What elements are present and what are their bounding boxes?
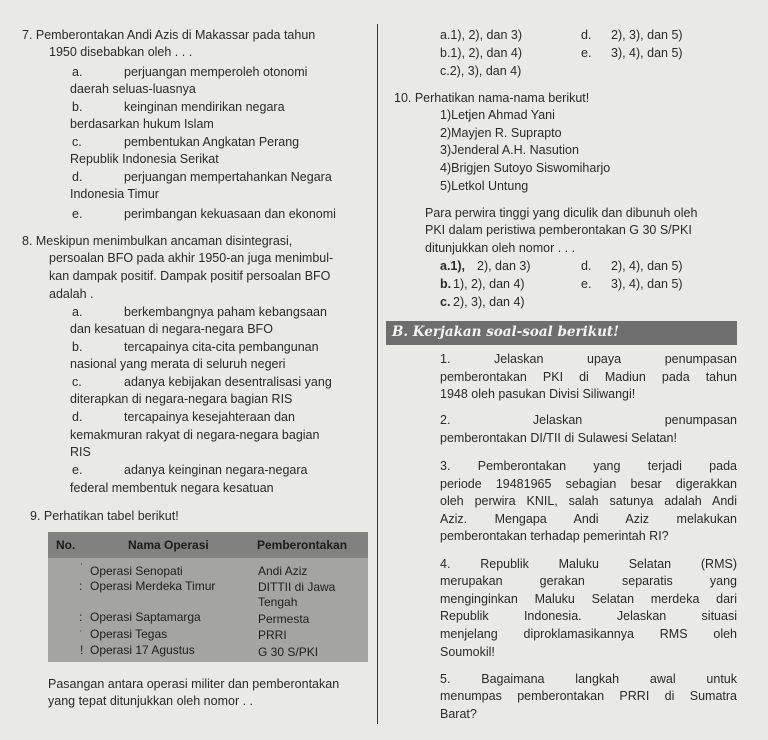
q8-option-d-text-3: RIS bbox=[70, 445, 91, 459]
essay-2-line-2: pemberontakan DI/TII di Sulawesi Selatan! bbox=[440, 431, 677, 445]
row-operation: Operasi Tegas bbox=[90, 627, 168, 641]
q9-option-e-key: e. bbox=[581, 46, 592, 60]
q7-option-d-key: d. bbox=[72, 170, 83, 184]
q9-option-d: 2), 3), dan 5) bbox=[611, 28, 683, 42]
q8-option-a-text-2: dan kesatuan di negara-negara BFO bbox=[70, 322, 273, 336]
q10-name-5: 5)Letkol Untung bbox=[440, 179, 529, 193]
table-header bbox=[48, 532, 368, 558]
row-rebellion: PRRI bbox=[258, 628, 287, 642]
q8-option-c-text-2: diterapkan di negara-negara bagian RIS bbox=[70, 392, 293, 406]
essay-2-line-1: 2. Jelaskan penumpasan bbox=[440, 413, 737, 427]
q7-option-a-key: a. bbox=[72, 65, 83, 79]
header-operation: Nama Operasi bbox=[128, 538, 209, 552]
row-rebellion-2: Tengah bbox=[258, 595, 298, 609]
q7-option-b-text: keinginan mendirikan negara bbox=[124, 100, 285, 114]
row-operation: Operasi Senopati bbox=[90, 564, 183, 578]
section-b-title: B. Kerjakan soal-soal berikut! bbox=[392, 324, 620, 340]
row-rebellion: DITTII di Jawa bbox=[258, 580, 336, 594]
q7-line-2: 1950 disebabkan oleh . . . bbox=[49, 45, 193, 59]
q10-line-1: 10. Perhatikan nama-nama berikut! bbox=[394, 91, 590, 105]
q7-option-a-text-2: daerah seluas-luasnya bbox=[70, 82, 196, 96]
q10-name-3: 3)Jenderal A.H. Nasution bbox=[440, 143, 579, 157]
essay-4-line-1: 4. Republik Maluku Selatan (RMS) bbox=[440, 557, 737, 571]
q8-option-e-text: adanya keinginan negara-negara bbox=[124, 463, 308, 477]
essay-3-line-3: oleh perwira KNIL, salah satunya adalah Andi bbox=[440, 494, 737, 508]
q8-option-d-text: tercapainya kesejahteraan dan bbox=[124, 410, 295, 424]
q8-option-b-text-2: nasional yang merata di seluruh negeri bbox=[70, 357, 286, 371]
q7-option-e-text: perimbangan kekuasaan dan ekonomi bbox=[124, 207, 336, 221]
operations-table bbox=[48, 532, 368, 662]
q10-name-1: 1)Letjen Ahmad Yani bbox=[440, 108, 555, 122]
q8-line-4: adalah . bbox=[49, 287, 94, 301]
q8-option-a-text: berkembangnya paham kebangsaan bbox=[124, 305, 327, 319]
q10-stem-3: ditunjukkan oleh nomor . . . bbox=[425, 241, 576, 255]
q10-option-e-key: e. bbox=[581, 277, 592, 291]
q10-option-a-key: a.1), bbox=[440, 259, 466, 273]
q10-name-4: 4)Brigjen Sutoyo Siswomiharjo bbox=[440, 161, 611, 175]
essay-5-line-1: 5. Bagaimana langkah awal untuk bbox=[440, 672, 737, 686]
q9-after-line-1: Pasangan antara operasi militer dan pemberontakan bbox=[48, 677, 340, 691]
essay-1-line-3: 1948 oleh pasukan Divisi Siliwangi! bbox=[440, 387, 636, 401]
q7-option-a-text: perjuangan memperoleh otonomi bbox=[124, 65, 308, 79]
essay-4-line-4: Republik Indonesia. Jelaskan situasi bbox=[440, 609, 737, 623]
q10-name-2: 2)Mayjen R. Suprapto bbox=[440, 126, 562, 140]
essay-4-line-5: menjelang diproklamasikannya RMS oleh bbox=[440, 627, 737, 641]
q8-option-c-key: c. bbox=[72, 375, 82, 389]
q7-option-c-text-2: Republik Indonesia Serikat bbox=[70, 152, 219, 166]
q8-option-d-key: d. bbox=[72, 410, 83, 424]
row-operation: Operasi Merdeka Timur bbox=[90, 579, 216, 593]
q7-option-c-text: pembentukan Angkatan Perang bbox=[124, 135, 300, 149]
essay-5-line-2: menumpas pemberontakan PRRI di Sumatra bbox=[440, 689, 737, 703]
q8-option-a-key: a. bbox=[72, 305, 83, 319]
essay-1-line-2: pemberontakan PKI di Madiun pada tahun bbox=[440, 370, 737, 384]
q9-after-line-2: yang tepat ditunjukkan oleh nomor . . bbox=[48, 694, 253, 708]
row-rebellion: Permesta bbox=[258, 612, 310, 626]
q10-option-e: 3), 4), dan 5) bbox=[611, 277, 683, 291]
q10-option-d: 2), 4), dan 5) bbox=[611, 259, 683, 273]
q8-option-d-text-2: kemakmuran rakyat di negara-negara bagian bbox=[70, 428, 320, 442]
q7-option-b-text-2: berdasarkan hukum Islam bbox=[70, 117, 214, 131]
row-operation: Operasi 17 Agustus bbox=[90, 643, 195, 657]
q10-option-d-key: d. bbox=[581, 259, 592, 273]
q10-stem-1: Para perwira tinggi yang diculik dan dibunuh oleh bbox=[425, 206, 698, 220]
essay-3-line-1: 3. Pemberontakan yang terjadi pada bbox=[440, 459, 737, 473]
essay-3-line-4: Aziz. Mengapa Andi Aziz melakukan bbox=[440, 512, 737, 526]
row-operation: Operasi Saptamarga bbox=[90, 610, 201, 624]
essay-1-line-1: 1. Jelaskan upaya penumpasan bbox=[440, 352, 737, 366]
header-no: No. bbox=[56, 538, 76, 552]
q10-option-c: 2), 3), dan 4) bbox=[453, 295, 525, 309]
q8-option-b-text: tercapainya cita-cita pembangunan bbox=[124, 340, 319, 354]
q10-option-b: 1), 2), dan 4) bbox=[453, 277, 525, 291]
q7-option-c-key: c. bbox=[72, 135, 82, 149]
q7-option-d-text: perjuangan mempertahankan Negara bbox=[124, 170, 332, 184]
q7-line-1: 7. Pemberontakan Andi Azis di Makassar pada tahun bbox=[22, 28, 316, 42]
essay-3-line-5: pemberontakan terhadap pemerintah RI? bbox=[440, 529, 669, 543]
q7-option-d-text-2: Indonesia Timur bbox=[70, 187, 159, 201]
q10-stem-2: PKI dalam peristiwa pemberontakan G 30 S/PKI bbox=[425, 223, 692, 237]
essay-4-line-3: menginginkan Maluku Selatan merdeka dari bbox=[440, 592, 737, 606]
essay-5-line-3: Barat? bbox=[440, 707, 477, 721]
q9-option-d-key: d. bbox=[581, 28, 592, 42]
q8-line-1: 8. Meskipun menimbulkan ancaman disintegrasi, bbox=[22, 234, 293, 248]
q9-option-a: a.1), 2), dan 3) bbox=[440, 28, 522, 42]
q7-option-b-key: b. bbox=[72, 100, 83, 114]
q9-intro: 9. Perhatikan tabel berikut! bbox=[30, 509, 179, 523]
essay-4-line-2: merupakan gerakan separatis yang bbox=[440, 574, 737, 588]
q8-option-e-key: e. bbox=[72, 463, 83, 477]
row-number: ˑ bbox=[79, 626, 83, 640]
row-number: : bbox=[79, 579, 83, 593]
q8-line-3: kan dampak positif. Dampak positif persoalan BFO bbox=[49, 269, 331, 283]
row-rebellion: G 30 S/PKI bbox=[258, 645, 319, 659]
essay-4-line-6: Soumokil! bbox=[440, 645, 495, 659]
q8-line-2: persoalan BFO pada akhir 1950-an juga menimbul- bbox=[49, 251, 334, 265]
q7-option-e-key: e. bbox=[72, 207, 83, 221]
q10-option-a: 2), dan 3) bbox=[477, 259, 531, 273]
header-rebellion: Pemberontakan bbox=[257, 538, 348, 552]
row-number: : bbox=[79, 610, 83, 624]
q8-option-b-key: b. bbox=[72, 340, 83, 354]
q8-option-e-text-2: federal membentuk negara kesatuan bbox=[70, 481, 274, 495]
q10-option-b-key: b. bbox=[440, 277, 452, 291]
row-rebellion: Andi Aziz bbox=[258, 564, 308, 578]
q10-option-c-key: c. bbox=[440, 295, 451, 309]
row-number: ˙ bbox=[80, 561, 84, 575]
section-b-header bbox=[386, 321, 737, 345]
column-divider bbox=[377, 24, 378, 724]
essay-3-line-2: periode 19481965 sebagian besar digerakkan bbox=[440, 477, 737, 491]
q9-option-e: 3), 4), dan 5) bbox=[611, 46, 683, 60]
q9-option-b: b.1), 2), dan 4) bbox=[440, 46, 522, 60]
row-number: ! bbox=[80, 643, 84, 657]
q9-option-c: c.2), 3), dan 4) bbox=[440, 64, 522, 78]
q8-option-c-text: adanya kebijakan desentralisasi yang bbox=[124, 375, 332, 389]
